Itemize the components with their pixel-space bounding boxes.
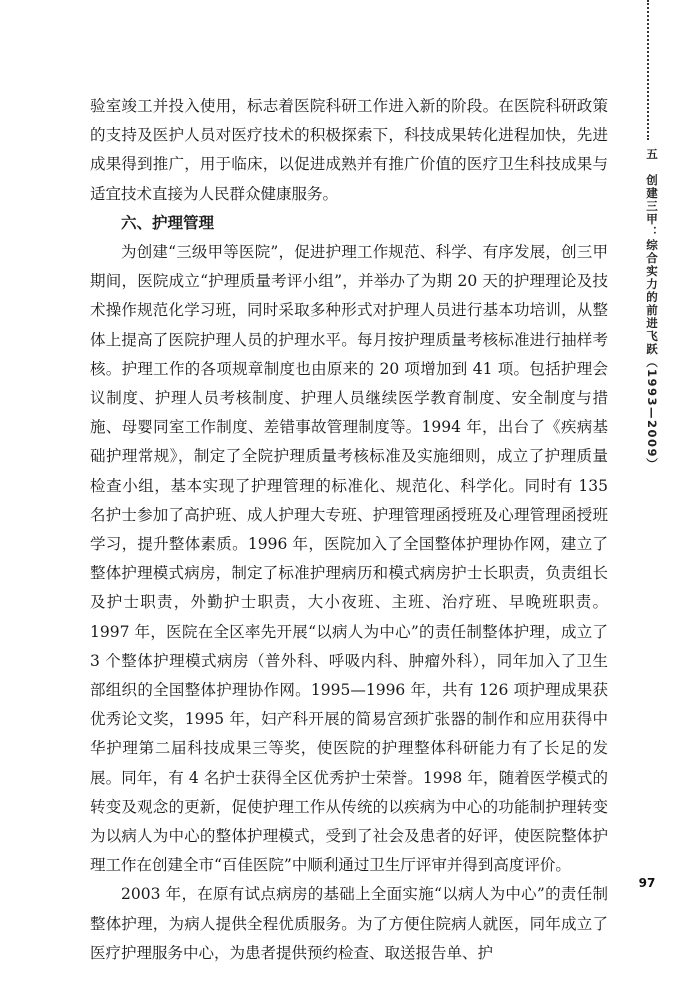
main-text bbox=[90, 92, 608, 968]
page-sidebar bbox=[630, 0, 666, 983]
paragraph-2003: 2003 年，在原有试点病房的基础上全面实施“以病人为中心”的责任制整体护理，为病人提供全程优质服务。为了方便住院病人就医，同年成立了医疗护理服务中心，为患者提供预约检查、取送报告单、护 bbox=[90, 885, 608, 962]
paragraph-nursing: 为创建“三级甲等医院”，促进护理工作规范、科学、有序发展，创三甲期间，医院成立“护理质量考评小组”，并举办了为期 20 天的护理理论及技术操作规范化学习班，同时采取多种形式对护理人员进行基本功培训，从整体上提高了医院护理人员的护理水平。每月按护理质量考核标准进行抽样考核。护理工作的各项规章制度也由原来的 20 项增加到 41 项。包括护理会议制度、护理人员考核制度、护理人员继续医学教育制度、安全制度与措施、母婴同室工作制度、差错事故管理制度等。1994 年，出台了《疾病基础护理常规》，制定了全院护理质量考核标准及实施细则，成立了护理质量检查小组，基本实现了护理管理的标准化、规范化、科学化。同时有 135 名护士参加了高护班、成人护理大专班、护理管理函授班及心理管理函授班学习，提升整体素质。1996 年，医院加入了全国整体护理协作网，建立了整体护理模式病房，制定了标准护理病历和模式病房护士长职责，负责组长及护士职责，外勤护士职责，大小夜班、主班、治疗班、早晚班职责。1997 年，医院在全区率先开展“以病人为中心”的责任制整体护理，成立了 3 个整体护理模式病房（普外科、呼吸内科、肿瘤外科），同年加入了卫生部组织的全国整体护理协作网。1995—1996 年，共有 126 项护理成果获优秀论文奖，1995 年，妇产科开展的简易宫颈扩张器的制作和应用获得中华护理第二届科技成果三等奖，使医院的护理整体科研能力有了长足的发展。同年，有 4 名护士获得全区优秀护士荣誉。1998 年，随着医学模式的转变及观念的更新，促使护理工作从传统的以疾病为中心的功能制护理转变为以病人为中心的整体护理模式，受到了社会及患者的好评，使医院整体护理工作在创建全市“百佳医院”中顺利通过卫生厅评审并得到高度评价。 bbox=[90, 243, 608, 875]
section-heading: 六、护理管理 bbox=[121, 213, 215, 232]
paragraph-continued: 验室竣工并投入使用，标志着医院科研工作进入新的阶段。在医院科研政策的支持及医护人员对医疗技术的积极探索下，科技成果转化进程加快，先进成果得到推广，用于临床，以促进成熟并有推广价值的医疗卫生科技成果与适宜技术直接为人民群众健康服务。 bbox=[90, 97, 608, 203]
page-number: 97 bbox=[638, 876, 656, 890]
sidebar-dotted-rule bbox=[647, 0, 649, 140]
running-head: 五 创建三甲：综合实力的前进飞跃（1993—2009） bbox=[645, 148, 659, 472]
